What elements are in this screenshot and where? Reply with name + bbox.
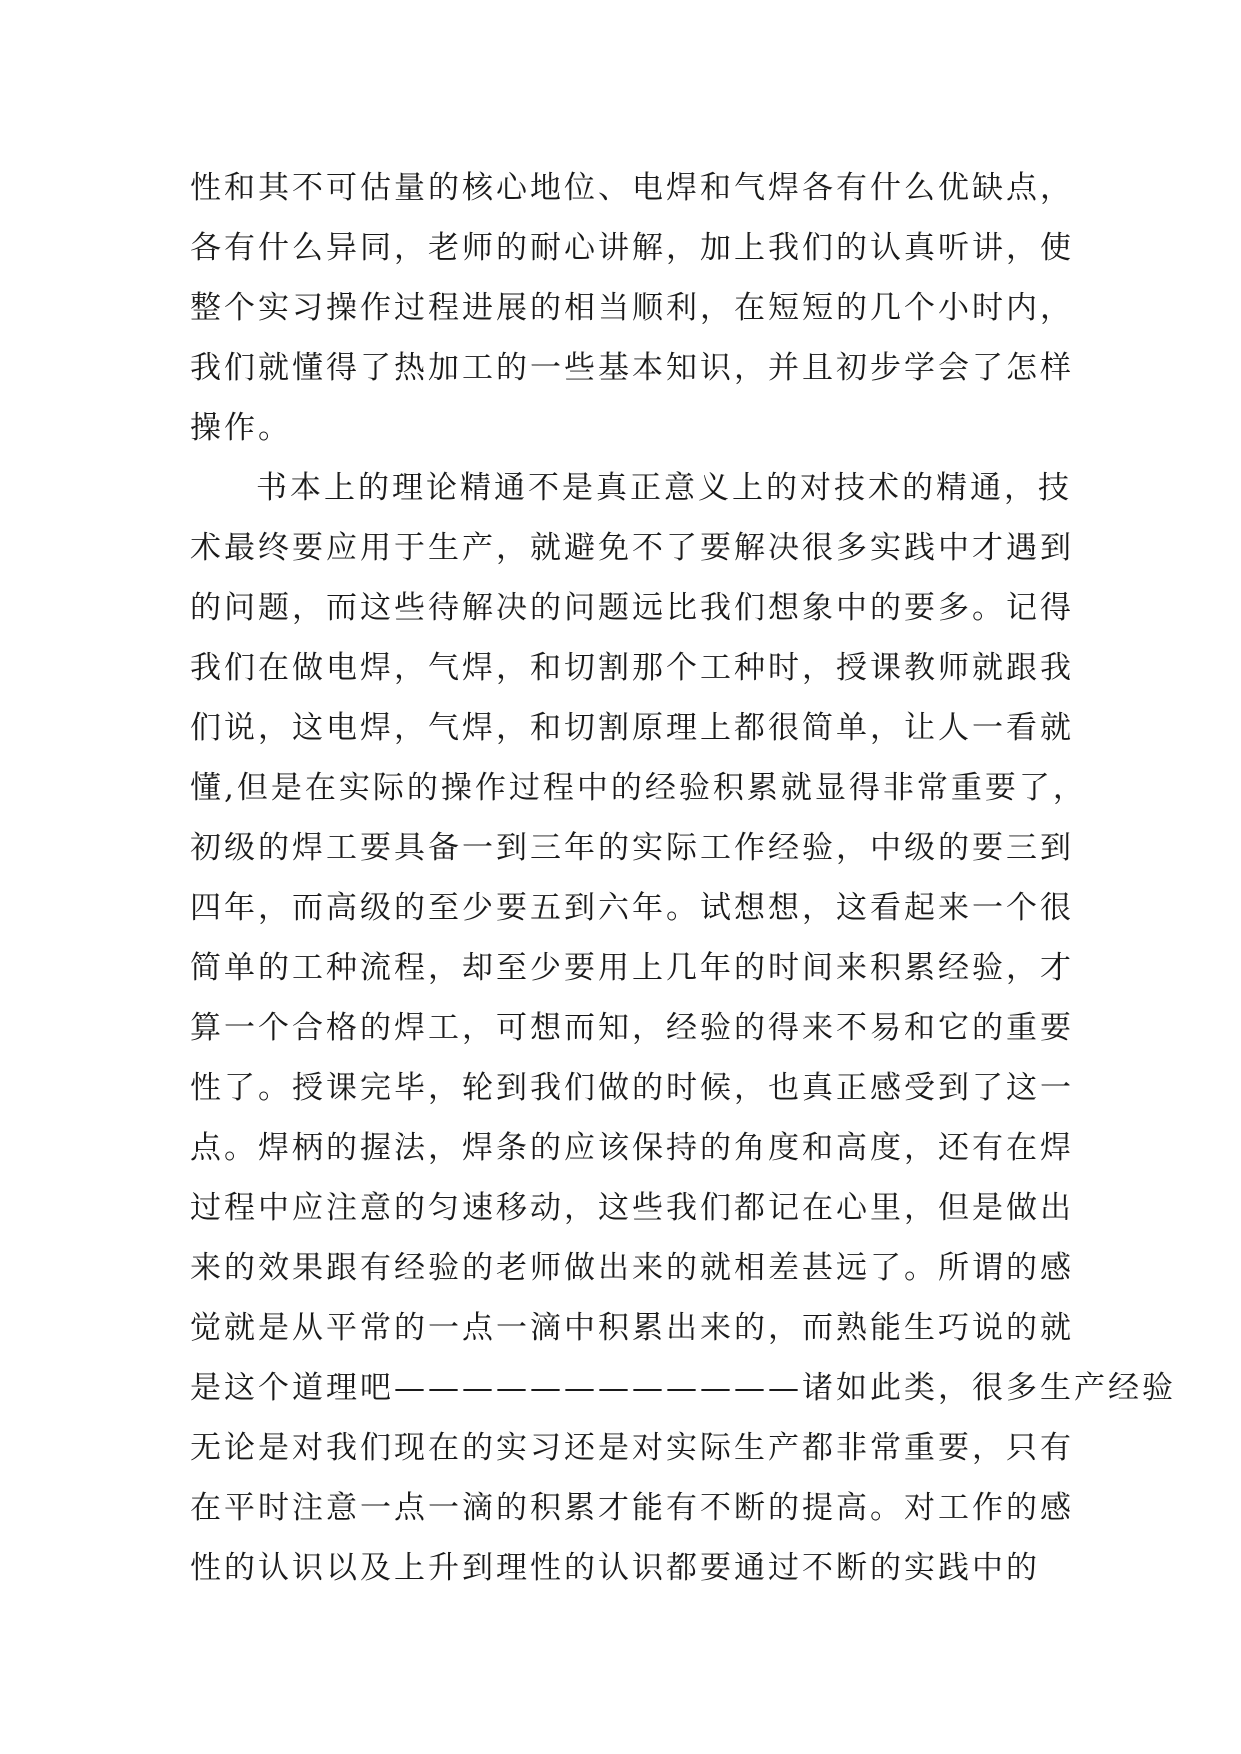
text-line: 我们在做电焊，气焊，和切割那个工种时，授课教师就跟我 — [190, 650, 1074, 686]
body-text — [190, 158, 1176, 1598]
text-line: 术最终要应用于生产，就避免不了要解决很多实践中才遇到 — [190, 530, 1074, 566]
text-line: 四年，而高级的至少要五到六年。试想想，这看起来一个很 — [190, 890, 1074, 926]
text-line: 操作。 — [190, 410, 292, 446]
text-line: 点。焊柄的握法，焊条的应该保持的角度和高度，还有在焊 — [190, 1130, 1074, 1166]
text-line: 们说，这电焊，气焊，和切割原理上都很简单，让人一看就 — [190, 710, 1074, 746]
text-line: 整个实习操作过程进展的相当顺利，在短短的几个小时内， — [190, 290, 1074, 326]
text-line: 性和其不可估量的核心地位、电焊和气焊各有什么优缺点， — [190, 170, 1074, 206]
text-line: 在平时注意一点一滴的积累才能有不断的提高。对工作的感 — [190, 1490, 1074, 1526]
text-line: 性了。授课完毕，轮到我们做的时候，也真正感受到了这一 — [190, 1070, 1074, 1106]
text-line: 懂,但是在实际的操作过程中的经验积累就显得非常重要了， — [190, 770, 1087, 806]
text-line: 算一个合格的焊工，可想而知，经验的得来不易和它的重要 — [190, 1010, 1074, 1046]
text-line: 我们就懂得了热加工的一些基本知识，并且初步学会了怎样 — [190, 350, 1074, 386]
paragraph — [190, 458, 1176, 1598]
text-line: 来的效果跟有经验的老师做出来的就相差甚远了。所谓的感 — [190, 1250, 1074, 1286]
text-line: 简单的工种流程，却至少要用上几年的时间来积累经验，才 — [190, 950, 1074, 986]
text-line: 过程中应注意的匀速移动，这些我们都记在心里，但是做出 — [190, 1190, 1074, 1226]
text-line: 书本上的理论精通不是真正意义上的对技术的精通，技 — [256, 470, 1072, 506]
text-line: 是这个道理吧————————————诸如此类，很多生产经验 — [190, 1370, 1176, 1406]
paragraph — [190, 158, 1074, 458]
text-line: 无论是对我们现在的实习还是对实际生产都非常重要，只有 — [190, 1430, 1074, 1466]
text-line: 初级的焊工要具备一到三年的实际工作经验，中级的要三到 — [190, 830, 1074, 866]
text-line: 觉就是从平常的一点一滴中积累出来的，而熟能生巧说的就 — [190, 1310, 1074, 1346]
text-line: 性的认识以及上升到理性的认识都要通过不断的实践中的 — [190, 1550, 1040, 1586]
text-line: 的问题，而这些待解决的问题远比我们想象中的要多。记得 — [190, 590, 1074, 626]
text-line: 各有什么异同，老师的耐心讲解，加上我们的认真听讲，使 — [190, 230, 1074, 266]
